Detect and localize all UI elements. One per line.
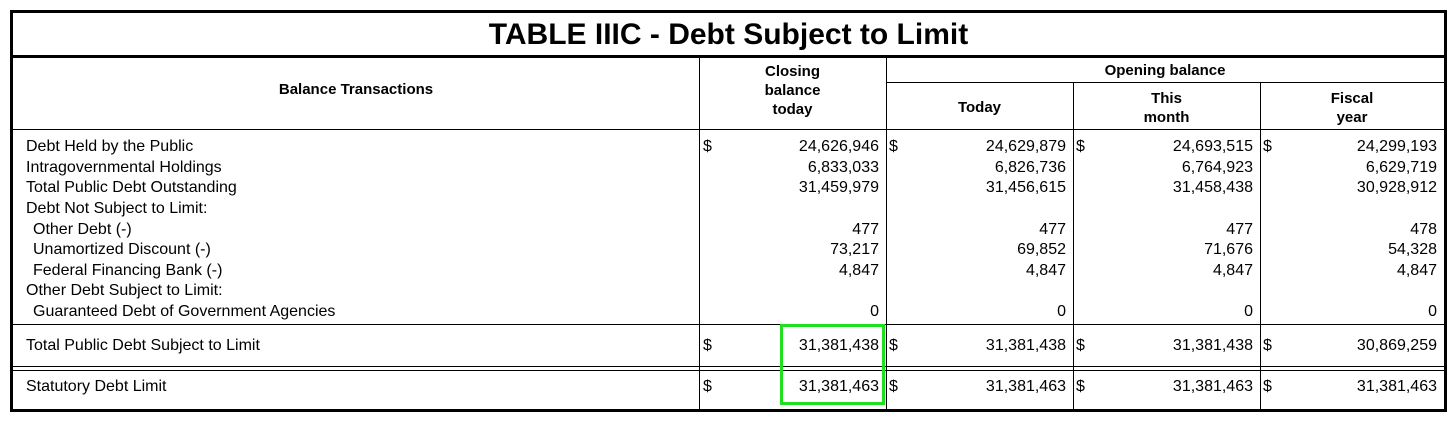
dollar-sign: $ [703, 138, 712, 155]
cell-today: 4,847 [1025, 262, 1066, 279]
cell-fiscal-year: 0 [1428, 303, 1437, 320]
row-label-debt-not-subject: Debt Not Subject to Limit: [26, 200, 208, 217]
cell-this-month: 4,847 [1212, 262, 1253, 279]
header-divider [13, 129, 1444, 130]
row-label-unamortized-discount: Unamortized Discount (-) [33, 241, 211, 258]
limit-divider-top [13, 366, 1444, 367]
cell-today: 31,381,438 [985, 337, 1066, 354]
dollar-sign: $ [1263, 378, 1272, 395]
dollar-sign: $ [1076, 337, 1085, 354]
opening-balance-divider [886, 82, 1444, 83]
cell-fiscal-year: 30,869,259 [1356, 337, 1437, 354]
row-label-federal-financing-bank: Federal Financing Bank (-) [33, 262, 223, 279]
cell-closing: 73,217 [830, 241, 879, 258]
cell-closing: 31,459,979 [798, 179, 879, 196]
cell-this-month: 6,764,923 [1181, 159, 1253, 176]
cell-closing: 477 [852, 221, 879, 238]
header-opening-balance: Opening balance [1104, 62, 1226, 79]
cell-today: 6,826,736 [994, 159, 1066, 176]
cell-closing-total-subject: 31,381,438 [798, 337, 879, 354]
title-divider [13, 55, 1444, 58]
row-label-guaranteed-debt: Guaranteed Debt of Government Agencies [33, 303, 336, 320]
dollar-sign: $ [889, 138, 898, 155]
cell-today: 0 [1057, 303, 1066, 320]
row-label-statutory-debt-limit: Statutory Debt Limit [26, 378, 167, 395]
cell-closing: 24,626,946 [798, 138, 879, 155]
cell-this-month: 0 [1244, 303, 1253, 320]
cell-fiscal-year: 54,328 [1388, 241, 1437, 258]
row-label-other-debt: Other Debt (-) [33, 221, 132, 238]
dollar-sign: $ [1263, 337, 1272, 354]
cell-fiscal-year: 478 [1410, 221, 1437, 238]
total-divider-top [13, 324, 1444, 325]
cell-today: 477 [1039, 221, 1066, 238]
cell-today: 69,852 [1017, 241, 1066, 258]
cell-fiscal-year: 24,299,193 [1356, 138, 1437, 155]
cell-this-month: 24,693,515 [1172, 138, 1253, 155]
highlight-box [780, 324, 885, 405]
cell-closing: 4,847 [838, 262, 879, 279]
dollar-sign: $ [889, 337, 898, 354]
col-divider-month [1073, 82, 1074, 409]
dollar-sign: $ [1263, 138, 1272, 155]
table-title: TABLE IIIC - Debt Subject to Limit [488, 18, 969, 51]
col-divider-fiscal [1260, 82, 1261, 409]
cell-this-month: 31,458,438 [1172, 179, 1253, 196]
row-label-total-public-debt-outstanding: Total Public Debt Outstanding [26, 179, 237, 196]
dollar-sign: $ [1076, 138, 1085, 155]
cell-fiscal-year: 30,928,912 [1356, 179, 1437, 196]
row-label-total-subject-to-limit: Total Public Debt Subject to Limit [26, 337, 260, 354]
cell-fiscal-year: 31,381,463 [1356, 378, 1437, 395]
cell-this-month: 31,381,438 [1172, 337, 1253, 354]
cell-this-month: 71,676 [1204, 241, 1253, 258]
header-closing-balance: Closing balance today [764, 63, 821, 118]
dollar-sign: $ [889, 378, 898, 395]
cell-today: 24,629,879 [985, 138, 1066, 155]
row-label-intragovernmental-holdings: Intragovernmental Holdings [26, 159, 222, 176]
debt-table [10, 10, 1447, 412]
header-this-month: This month [1143, 90, 1190, 126]
cell-today: 31,381,463 [985, 378, 1066, 395]
cell-closing-statutory-limit: 31,381,463 [798, 378, 879, 395]
cell-closing: 0 [870, 303, 879, 320]
header-fiscal-year: Fiscal year [1330, 90, 1374, 126]
cell-this-month: 31,381,463 [1172, 378, 1253, 395]
cell-fiscal-year: 6,629,719 [1365, 159, 1437, 176]
row-label-debt-held-by-public: Debt Held by the Public [26, 138, 194, 155]
limit-divider-bottom [13, 370, 1444, 371]
cell-closing: 6,833,033 [807, 159, 879, 176]
dollar-sign: $ [703, 337, 712, 354]
header-balance-transactions: Balance Transactions [278, 81, 434, 98]
dollar-sign: $ [1076, 378, 1085, 395]
cell-this-month: 477 [1226, 221, 1253, 238]
row-label-other-debt-subject: Other Debt Subject to Limit: [26, 282, 223, 299]
cell-fiscal-year: 4,847 [1396, 262, 1437, 279]
cell-today: 31,456,615 [985, 179, 1066, 196]
dollar-sign: $ [703, 378, 712, 395]
header-today: Today [957, 99, 1002, 116]
